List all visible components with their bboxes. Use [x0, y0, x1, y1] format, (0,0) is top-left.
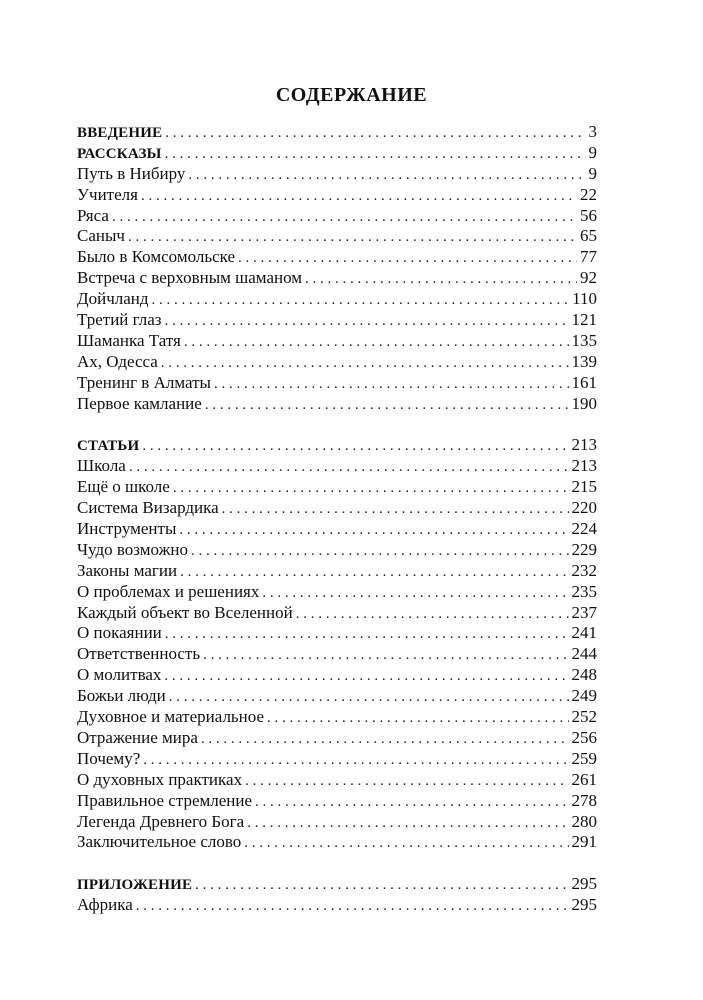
toc-page-number: 256 — [571, 727, 597, 747]
toc-entry — [77, 686, 597, 707]
toc-page-number: 241 — [571, 623, 597, 643]
toc-page-number: 110 — [572, 289, 597, 309]
toc-page-number: 3 — [588, 122, 597, 141]
toc-page-number: 9 — [588, 142, 597, 162]
dot-leader — [161, 353, 569, 373]
toc-page-number: 220 — [571, 498, 597, 518]
toc-page-number: 252 — [571, 707, 597, 727]
toc-entry — [77, 477, 597, 498]
toc-page-number: 248 — [571, 665, 597, 685]
toc-entry-title: Учителя — [77, 184, 138, 204]
toc-entry-title: О покаянии — [77, 623, 162, 643]
toc-entry-title: Ах, Одесса — [77, 351, 158, 371]
dot-leader — [165, 624, 569, 644]
toc-entry-title: Третий глаз — [77, 310, 162, 330]
toc-entry — [77, 874, 597, 895]
toc-entry — [77, 331, 597, 352]
toc-entry — [77, 561, 597, 582]
toc-entry-title: Шаманка Татя — [77, 330, 181, 350]
dot-leader — [296, 604, 569, 624]
toc-entry-title: Первое камлание — [77, 393, 202, 413]
toc-page-number: 261 — [571, 769, 597, 789]
toc-page-number: 139 — [571, 351, 597, 371]
toc-page-number: 213 — [571, 456, 597, 476]
toc-entry — [77, 394, 597, 415]
dot-leader — [188, 165, 585, 185]
toc-section — [77, 122, 597, 414]
toc-entry-title: Легенда Древнего Бога — [77, 811, 245, 831]
dot-leader — [165, 311, 569, 331]
dot-leader — [164, 666, 568, 686]
toc-page-number: 65 — [580, 226, 597, 246]
toc-entry-title: Божьи люди — [77, 686, 166, 706]
toc-entry-title: Было в Комсомольске — [77, 247, 236, 267]
toc-entry-title: Система Визардика — [77, 498, 219, 518]
toc-entry — [77, 352, 597, 373]
toc-entry — [77, 728, 597, 749]
page-title: СОДЕРЖАНИЕ — [275, 84, 428, 106]
toc-entry — [77, 268, 597, 289]
dot-leader — [169, 687, 569, 707]
dot-leader — [191, 541, 569, 561]
toc-entry — [77, 832, 597, 853]
toc-page-number: 295 — [571, 874, 597, 894]
toc-entry-title: Духовное и материальное — [77, 707, 265, 727]
toc-entry — [77, 435, 597, 456]
dot-leader — [173, 478, 569, 498]
dot-leader — [195, 875, 568, 895]
toc-page-number: 161 — [571, 372, 597, 392]
toc-entry-title: Школа — [77, 456, 126, 476]
dot-leader — [203, 645, 568, 665]
toc-page-number: 215 — [571, 477, 597, 497]
toc-page-number: 229 — [571, 539, 597, 559]
toc-page-number: 9 — [588, 163, 597, 183]
dot-leader — [143, 750, 568, 770]
toc-entry — [77, 373, 597, 394]
toc-entry — [77, 498, 597, 519]
toc-entry-title: О проблемах и решениях — [77, 581, 260, 601]
toc-entry — [77, 122, 597, 143]
toc-entry-title: Дойчланд — [77, 289, 149, 309]
toc-entry-title: Встреча с верховным шаманом — [77, 268, 303, 288]
toc-page-number: 259 — [571, 748, 597, 768]
dot-leader — [128, 227, 577, 247]
toc-entry-title: О молитвах — [77, 665, 162, 685]
toc-entry-title: Каждый объект во Вселенной — [77, 602, 293, 622]
toc-page-number: 77 — [580, 247, 597, 267]
toc-entry-title: Африка — [77, 895, 133, 915]
dot-leader — [205, 395, 569, 415]
toc-entry-title: Законы магии — [77, 560, 178, 580]
toc-entry — [77, 456, 597, 477]
toc-entry — [77, 749, 597, 770]
toc-entry — [77, 289, 597, 310]
toc-entry — [77, 791, 597, 812]
toc-page-number: 213 — [571, 435, 597, 455]
toc-entry-title: Ряса — [77, 205, 109, 225]
dot-leader — [214, 374, 569, 394]
toc-entry — [77, 540, 597, 561]
toc-page-number: 280 — [571, 811, 597, 831]
toc-entry — [77, 707, 597, 728]
dot-leader — [129, 457, 569, 477]
toc-section-heading: ПРИЛОЖЕНИЕ — [77, 877, 193, 894]
dot-leader — [112, 207, 577, 227]
toc-page-number: 135 — [571, 330, 597, 350]
toc-entry-title: Чудо возможно — [77, 539, 188, 559]
toc-entry — [77, 644, 597, 665]
toc-entry — [77, 310, 597, 331]
toc-entry — [77, 226, 597, 247]
dot-leader — [262, 583, 568, 603]
dot-leader — [244, 833, 568, 853]
toc-entry — [77, 582, 597, 603]
dot-leader — [179, 520, 568, 540]
dot-leader — [180, 562, 568, 582]
toc-page-number: 190 — [571, 393, 597, 413]
toc-entry-title: Инструменты — [77, 519, 177, 539]
dot-leader — [141, 186, 577, 206]
toc-page-number: 235 — [571, 581, 597, 601]
toc-entry — [77, 665, 597, 686]
toc-entry-title: Ещё о школе — [77, 477, 170, 497]
toc-page-number: 244 — [571, 644, 597, 664]
toc-entry-title: Правильное стремление — [77, 790, 253, 810]
toc-entry — [77, 206, 597, 227]
dot-leader — [245, 771, 568, 791]
dot-leader — [165, 123, 585, 143]
toc-page-number: 291 — [571, 832, 597, 852]
toc-page-number: 278 — [571, 790, 597, 810]
toc-entry-title: Заключительное слово — [77, 832, 242, 852]
toc-entry — [77, 143, 597, 164]
toc-section-heading: СТАТЬИ — [77, 438, 140, 455]
toc-entry — [77, 185, 597, 206]
toc-section — [77, 435, 597, 853]
toc-page-number: 22 — [580, 184, 597, 204]
toc-section-heading: ВВЕДЕНИЕ — [77, 125, 163, 141]
toc-entry-title: Ответственность — [77, 644, 201, 664]
toc-page-number: 92 — [580, 268, 597, 288]
toc-page-number: 224 — [571, 519, 597, 539]
toc-entry — [77, 895, 597, 916]
toc-entry — [77, 164, 597, 185]
toc-entry-title: Почему? — [77, 748, 141, 768]
toc-entry — [77, 770, 597, 791]
dot-leader — [222, 499, 569, 519]
toc-page-number: 121 — [571, 310, 597, 330]
toc-entry-title: Тренинг в Алматы — [77, 372, 211, 392]
toc-section-heading: РАССКАЗЫ — [77, 145, 162, 162]
dot-leader — [152, 290, 570, 310]
dot-leader — [247, 813, 568, 833]
dot-leader — [255, 792, 568, 812]
dot-leader — [201, 729, 569, 749]
toc-page-number: 232 — [571, 560, 597, 580]
toc-page-number: 56 — [580, 205, 597, 225]
dot-leader — [238, 248, 577, 268]
toc-entry — [77, 812, 597, 833]
toc-entry-title: О духовных практиках — [77, 769, 243, 789]
toc-entry — [77, 519, 597, 540]
toc-entry-title: Путь в Нибиру — [77, 163, 186, 183]
toc-entry — [77, 623, 597, 644]
dot-leader — [136, 896, 569, 916]
toc-page-number: 249 — [571, 686, 597, 706]
dot-leader — [305, 269, 577, 289]
dot-leader — [267, 708, 568, 728]
table-of-contents — [77, 122, 597, 916]
toc-section — [77, 874, 597, 916]
toc-entry-title: Саныч — [77, 226, 125, 246]
dot-leader — [142, 436, 568, 456]
dot-leader — [184, 332, 569, 352]
dot-leader — [165, 144, 586, 164]
toc-entry-title: Отражение мира — [77, 727, 198, 747]
toc-entry — [77, 247, 597, 268]
toc-entry — [77, 603, 597, 624]
toc-page-number: 295 — [571, 895, 597, 915]
toc-page-number: 237 — [571, 602, 597, 622]
